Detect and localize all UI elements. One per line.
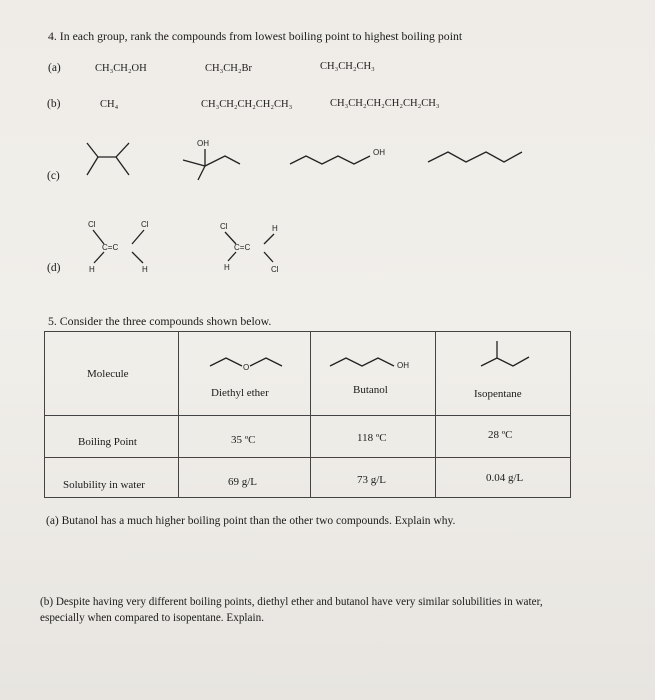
diethyl-ether-structure — [208, 352, 303, 376]
compound-a1: CH₃CH₂OH — [95, 63, 147, 74]
group-a-label: (a) — [48, 62, 61, 74]
h-label: H — [224, 263, 230, 272]
molecule-c3-skeletal — [288, 142, 398, 172]
molecule-name-isopentane: Isopentane — [474, 388, 522, 400]
molecule-c2-skeletal — [180, 138, 250, 183]
compound-b1: CH₄ — [100, 99, 119, 110]
compound-table — [44, 331, 571, 498]
question-5b-text-line2: especially when compared to isopentane. Explain. — [40, 612, 264, 624]
molecule-d1-cis-dichloroethene — [86, 220, 156, 280]
group-b-label: (b) — [47, 98, 61, 110]
double-bond-label: C=C — [102, 243, 119, 252]
molecule-d2-trans-dichloroethene — [218, 220, 288, 280]
ether-oxygen-label: O — [243, 363, 250, 372]
isopentane-structure — [477, 338, 537, 370]
cl-label: Cl — [271, 265, 279, 274]
molecule-name-butanol: Butanol — [353, 384, 388, 396]
h-label: H — [142, 265, 148, 274]
h-label: H — [272, 224, 278, 233]
solubility-diethyl-ether: 69 g/L — [228, 476, 258, 488]
cl-label: Cl — [88, 220, 96, 229]
molecule-c4-skeletal — [426, 142, 526, 172]
question-5-title: 5. Consider the three compounds shown below. — [48, 314, 272, 328]
double-bond-label: C=C — [234, 243, 251, 252]
compound-a3: CH₃CH₂CH₃ — [320, 61, 375, 72]
cl-label: Cl — [220, 222, 228, 231]
compound-b2: CH₃CH₂CH₂CH₂CH₃ — [201, 99, 293, 110]
question-4-title: 4. In each group, rank the compounds from lowest boiling point to highest boiling point — [48, 29, 463, 43]
question-5b-text-line1: (b) Despite having very different boiling points, diethyl ether and butanol have very similar solubilities in water, — [40, 596, 543, 608]
butanol-oh-label: OH — [397, 361, 409, 370]
h-label: H — [89, 265, 95, 274]
cl-label: Cl — [141, 220, 149, 229]
butanol-structure — [328, 348, 428, 374]
molecule-name-diethyl-ether: Diethyl ether — [211, 387, 269, 399]
solubility-isopentane: 0.04 g/L — [486, 472, 524, 484]
molecule-c1-skeletal — [84, 140, 134, 185]
row-header-boiling-point: Boiling Point — [78, 436, 137, 448]
boiling-point-diethyl-ether: 35 ºC — [231, 434, 256, 446]
question-5a-text: (a) Butanol has a much higher boiling point than the other two compounds. Explain why. — [46, 515, 456, 527]
compound-a2: CH₃CH₂Br — [205, 63, 252, 74]
solubility-butanol: 73 g/L — [357, 474, 387, 486]
boiling-point-isopentane: 28 ºC — [488, 429, 513, 441]
group-c-label: (c) — [47, 170, 60, 182]
oh-label: OH — [197, 139, 209, 148]
group-d-label: (d) — [47, 262, 61, 274]
boiling-point-butanol: 118 ºC — [357, 432, 387, 444]
row-header-solubility: Solubility in water — [63, 479, 145, 491]
row-header-molecule: Molecule — [87, 368, 129, 380]
compound-b3: CH₃CH₂CH₂CH₂CH₂CH₃ — [330, 98, 440, 109]
oh-label: OH — [373, 148, 385, 157]
